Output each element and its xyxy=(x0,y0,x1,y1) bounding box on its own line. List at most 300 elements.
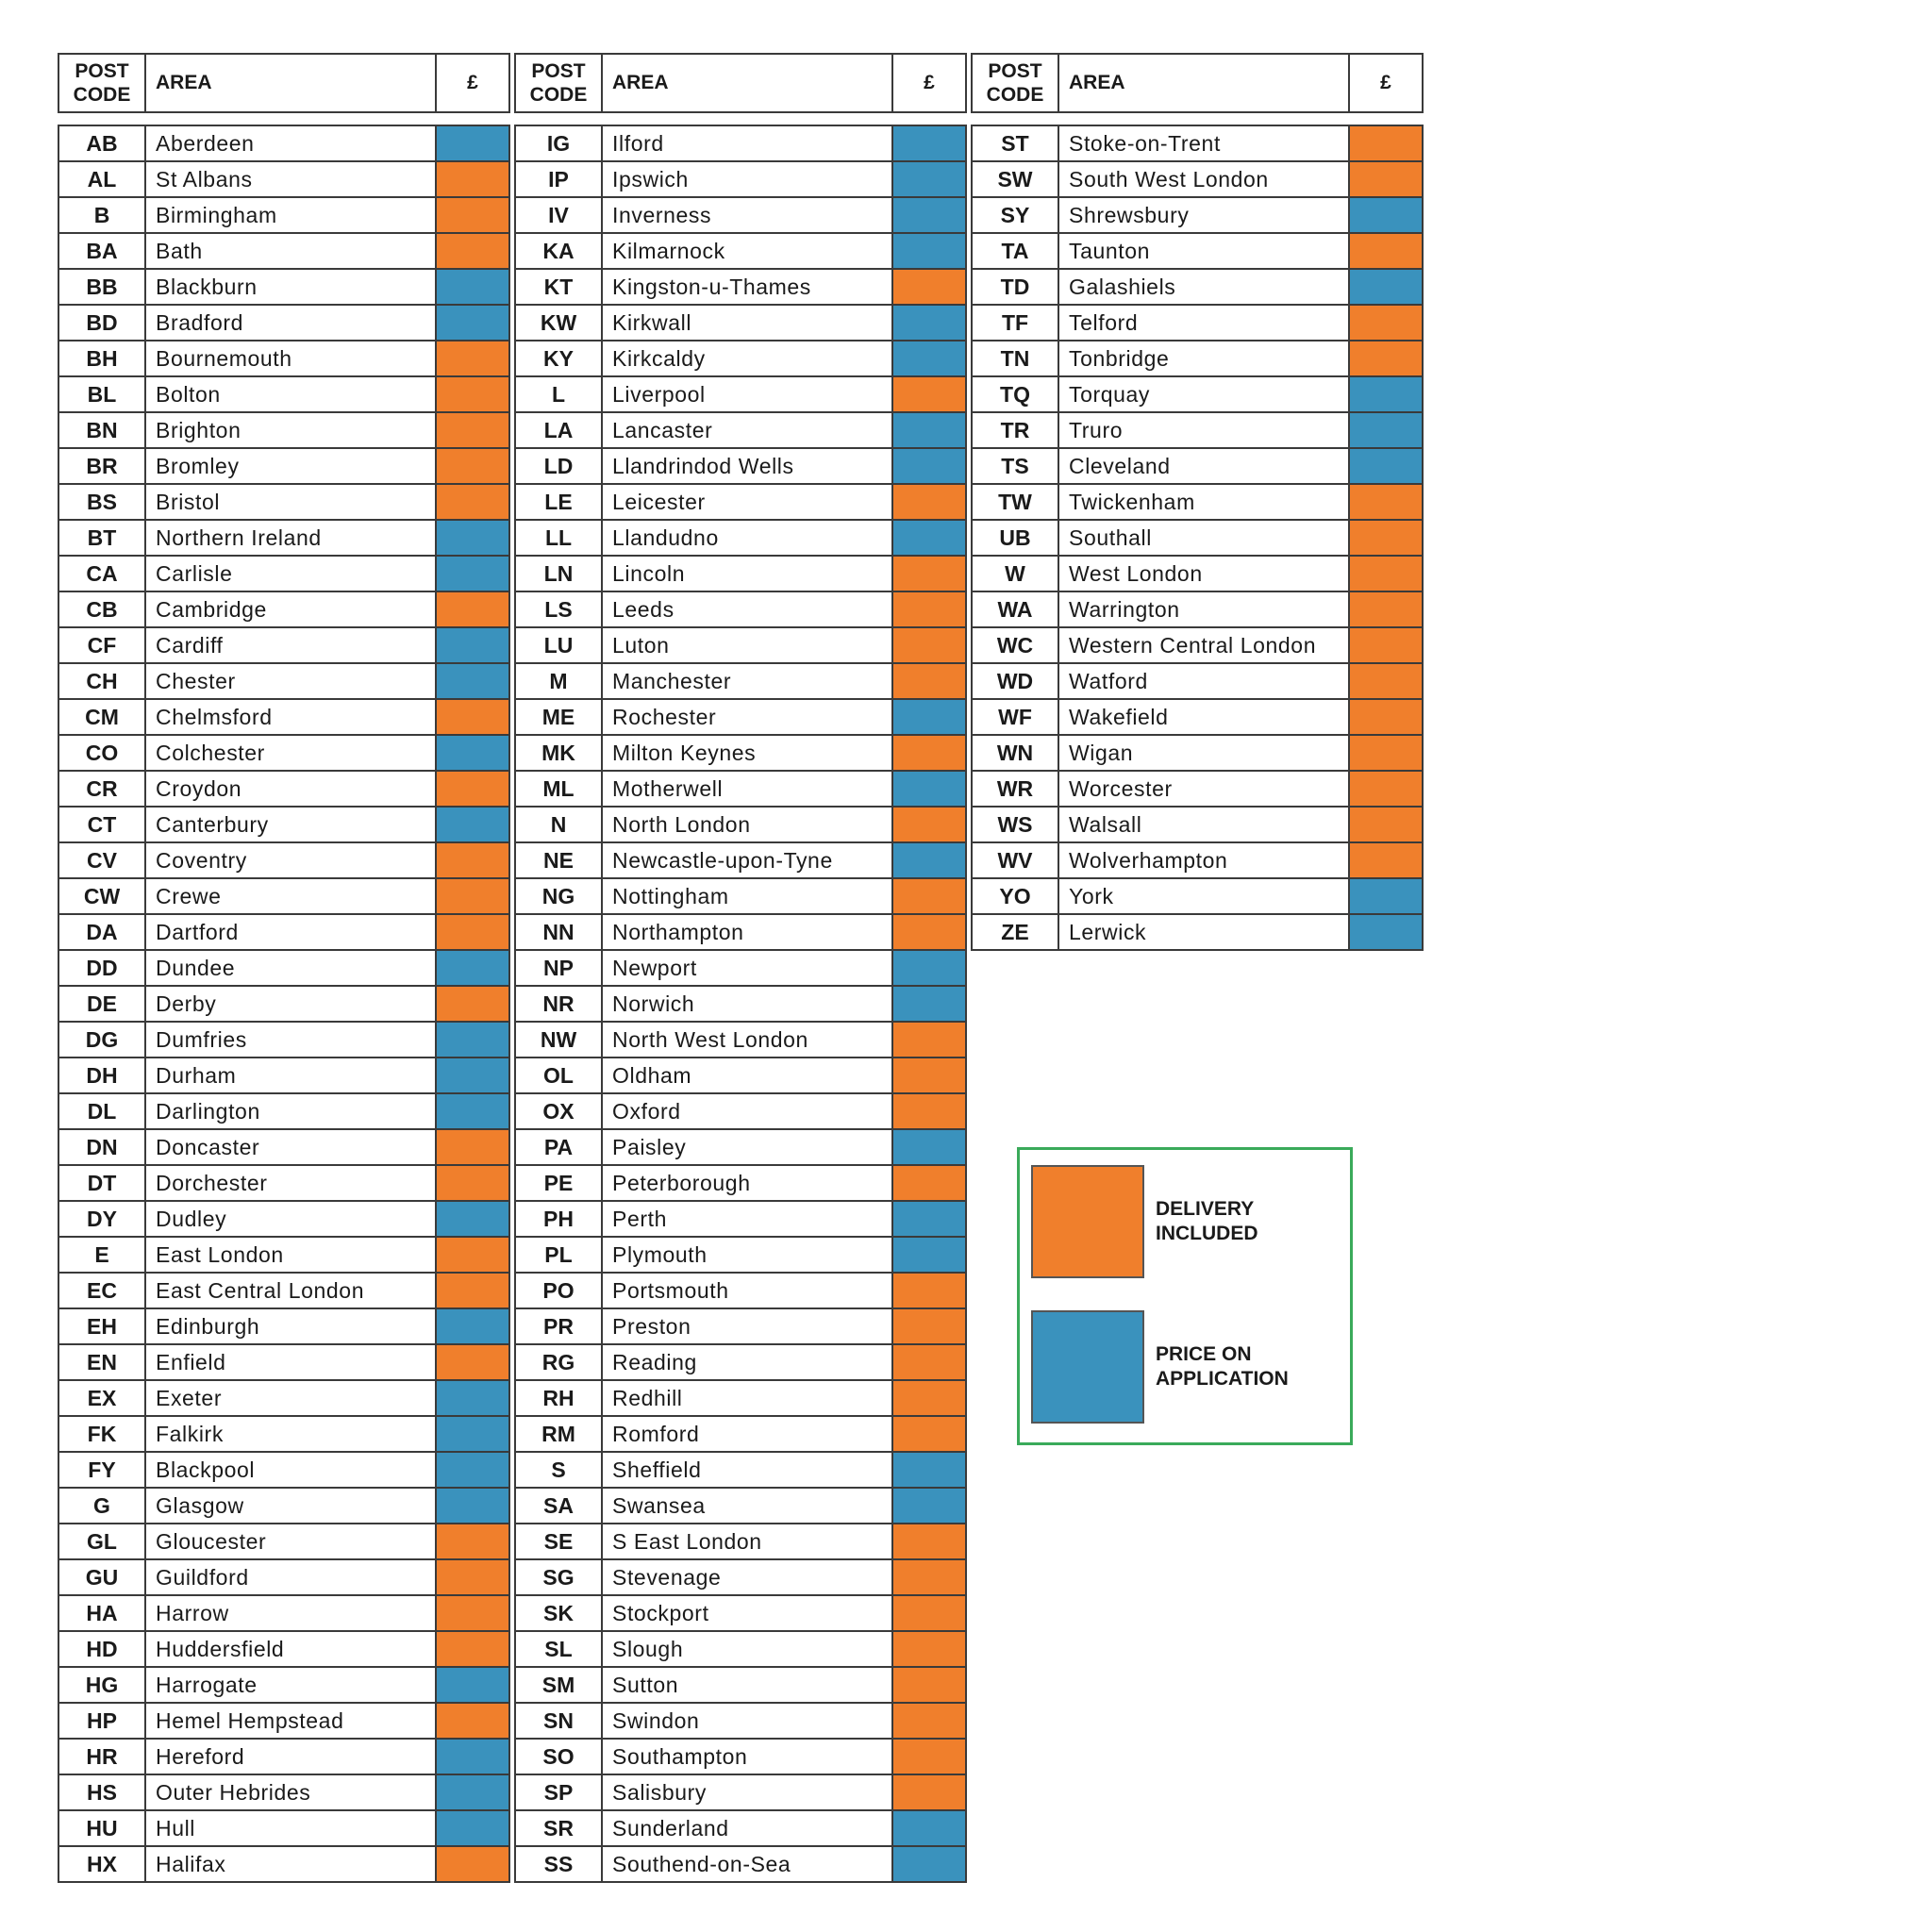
table-row xyxy=(516,1704,965,1740)
area-cell: East Central London xyxy=(146,1274,437,1307)
area-cell: Swindon xyxy=(603,1704,893,1738)
price-status-swatch xyxy=(893,1417,965,1451)
table-row xyxy=(973,879,1422,915)
postcode-cell: CA xyxy=(59,557,146,591)
area-cell: Ilford xyxy=(603,126,893,160)
table-row xyxy=(516,1274,965,1309)
area-cell: Exeter xyxy=(146,1381,437,1415)
area-cell: Warrington xyxy=(1059,592,1350,626)
table-row xyxy=(59,1668,508,1704)
postcode-cell: PO xyxy=(516,1274,603,1307)
price-status-swatch xyxy=(893,485,965,519)
table-row xyxy=(59,1274,508,1309)
table-row xyxy=(59,1058,508,1094)
area-cell: Bristol xyxy=(146,485,437,519)
postcode-cell: PA xyxy=(516,1130,603,1164)
table-row xyxy=(516,1166,965,1202)
table-row xyxy=(973,126,1422,162)
price-status-swatch xyxy=(437,1560,508,1594)
area-cell: Dartford xyxy=(146,915,437,949)
table-row xyxy=(516,1094,965,1130)
price-status-swatch xyxy=(437,270,508,304)
price-status-swatch xyxy=(437,772,508,806)
table-row xyxy=(59,270,508,306)
table-row xyxy=(59,1202,508,1238)
postcode-cell: KY xyxy=(516,341,603,375)
table-row xyxy=(973,198,1422,234)
area-cell: Glasgow xyxy=(146,1489,437,1523)
postcode-cell: WR xyxy=(973,772,1059,806)
price-status-swatch xyxy=(437,1740,508,1774)
table-row xyxy=(516,1130,965,1166)
postcode-cell: RH xyxy=(516,1381,603,1415)
table-row xyxy=(516,341,965,377)
table-header xyxy=(58,53,510,113)
price-status-swatch xyxy=(893,1023,965,1057)
price-status-swatch xyxy=(437,700,508,734)
postcode-cell: LS xyxy=(516,592,603,626)
area-cell: Dundee xyxy=(146,951,437,985)
postcode-cell: HR xyxy=(59,1740,146,1774)
table-row xyxy=(516,413,965,449)
price-status-swatch xyxy=(437,521,508,555)
table-row xyxy=(516,377,965,413)
area-cell: Peterborough xyxy=(603,1166,893,1200)
area-cell: Portsmouth xyxy=(603,1274,893,1307)
table-row xyxy=(516,1560,965,1596)
price-status-swatch xyxy=(437,1381,508,1415)
area-cell: Bradford xyxy=(146,306,437,340)
area-cell: Leeds xyxy=(603,592,893,626)
table-header xyxy=(514,53,967,113)
area-cell: Paisley xyxy=(603,1130,893,1164)
postcode-cell: NP xyxy=(516,951,603,985)
table-row xyxy=(516,1202,965,1238)
postcode-cell: WV xyxy=(973,843,1059,877)
price-status-swatch xyxy=(893,1202,965,1236)
table-header xyxy=(971,53,1424,113)
area-cell: Twickenham xyxy=(1059,485,1350,519)
area-cell: Edinburgh xyxy=(146,1309,437,1343)
area-cell: South West London xyxy=(1059,162,1350,196)
price-status-swatch xyxy=(1350,700,1422,734)
price-status-swatch xyxy=(437,1309,508,1343)
postcode-cell: SG xyxy=(516,1560,603,1594)
price-status-swatch xyxy=(437,1847,508,1881)
table-row xyxy=(59,772,508,808)
price-status-swatch xyxy=(1350,736,1422,770)
postcode-cell: BB xyxy=(59,270,146,304)
area-cell: North London xyxy=(603,808,893,841)
area-cell: Kilmarnock xyxy=(603,234,893,268)
area-cell: Llandudno xyxy=(603,521,893,555)
postcode-cell: WD xyxy=(973,664,1059,698)
price-status-swatch xyxy=(437,377,508,411)
postcode-cell: RG xyxy=(516,1345,603,1379)
price-status-swatch xyxy=(437,1166,508,1200)
table-row xyxy=(516,1775,965,1811)
postcode-cell: LL xyxy=(516,521,603,555)
table-row xyxy=(516,1811,965,1847)
legend-label-delivery-included: DELIVERY INCLUDED xyxy=(1156,1198,1258,1244)
price-status-swatch xyxy=(1350,772,1422,806)
table-row xyxy=(973,306,1422,341)
table-body xyxy=(971,125,1424,951)
postcode-cell: NW xyxy=(516,1023,603,1057)
area-cell: Liverpool xyxy=(603,377,893,411)
postcode-cell: NN xyxy=(516,915,603,949)
area-cell: Galashiels xyxy=(1059,270,1350,304)
table-row xyxy=(516,485,965,521)
price-status-swatch xyxy=(893,162,965,196)
area-cell: Southampton xyxy=(603,1740,893,1774)
table-row xyxy=(59,915,508,951)
price-status-swatch xyxy=(893,377,965,411)
postcode-cell: DT xyxy=(59,1166,146,1200)
table-row xyxy=(516,1345,965,1381)
price-status-swatch xyxy=(437,1274,508,1307)
area-cell: Cardiff xyxy=(146,628,437,662)
area-cell: Birmingham xyxy=(146,198,437,232)
price-status-swatch xyxy=(893,879,965,913)
table-row xyxy=(973,843,1422,879)
table-row xyxy=(59,1632,508,1668)
area-cell: Guildford xyxy=(146,1560,437,1594)
postcode-cell: WC xyxy=(973,628,1059,662)
area-cell: Kirkcaldy xyxy=(603,341,893,375)
price-status-swatch xyxy=(1350,879,1422,913)
table-row xyxy=(516,1381,965,1417)
price-status-swatch xyxy=(437,1345,508,1379)
price-status-swatch xyxy=(893,628,965,662)
postcode-cell: HX xyxy=(59,1847,146,1881)
area-cell: Romford xyxy=(603,1417,893,1451)
area-cell: Chester xyxy=(146,664,437,698)
table-row xyxy=(973,521,1422,557)
area-cell: Nottingham xyxy=(603,879,893,913)
postcode-cell: SS xyxy=(516,1847,603,1881)
price-status-swatch xyxy=(893,700,965,734)
area-cell: Blackpool xyxy=(146,1453,437,1487)
price-status-swatch xyxy=(893,1130,965,1164)
table-row xyxy=(516,449,965,485)
price-status-swatch xyxy=(893,1166,965,1200)
area-cell: Lerwick xyxy=(1059,915,1350,949)
price-status-swatch xyxy=(893,1740,965,1774)
price-status-swatch xyxy=(437,234,508,268)
area-cell: Bath xyxy=(146,234,437,268)
price-status-swatch xyxy=(437,1811,508,1845)
postcode-cell: PE xyxy=(516,1166,603,1200)
postcode-cell: FK xyxy=(59,1417,146,1451)
table-row xyxy=(516,1489,965,1524)
postcode-cell: SW xyxy=(973,162,1059,196)
area-cell: Hull xyxy=(146,1811,437,1845)
postcode-cell: DN xyxy=(59,1130,146,1164)
postcode-cell: HD xyxy=(59,1632,146,1666)
postcode-cell: SY xyxy=(973,198,1059,232)
area-cell: St Albans xyxy=(146,162,437,196)
postcode-cell: PH xyxy=(516,1202,603,1236)
postcode-cell: BT xyxy=(59,521,146,555)
price-status-swatch xyxy=(1350,270,1422,304)
price-status-swatch xyxy=(1350,557,1422,591)
area-cell: Salisbury xyxy=(603,1775,893,1809)
table-body xyxy=(514,125,967,1883)
area-cell: Oxford xyxy=(603,1094,893,1128)
price-status-swatch xyxy=(437,557,508,591)
area-cell: Harrogate xyxy=(146,1668,437,1702)
header-price: £ xyxy=(467,72,478,93)
postcode-cell: S xyxy=(516,1453,603,1487)
price-status-swatch xyxy=(893,341,965,375)
table-row xyxy=(516,1417,965,1453)
price-status-swatch xyxy=(437,162,508,196)
postcode-cell: CV xyxy=(59,843,146,877)
table-row xyxy=(59,485,508,521)
area-cell: Aberdeen xyxy=(146,126,437,160)
postcode-cell: BD xyxy=(59,306,146,340)
price-status-swatch xyxy=(1350,521,1422,555)
postcode-cell: KT xyxy=(516,270,603,304)
table-row xyxy=(59,1811,508,1847)
area-cell: Truro xyxy=(1059,413,1350,447)
area-cell: Llandrindod Wells xyxy=(603,449,893,483)
area-cell: Colchester xyxy=(146,736,437,770)
price-status-swatch xyxy=(893,1274,965,1307)
table-row xyxy=(59,1166,508,1202)
legend-swatch-blue xyxy=(1031,1310,1144,1424)
header-postcode: POST CODE xyxy=(59,55,146,111)
price-status-swatch xyxy=(437,1023,508,1057)
price-status-swatch xyxy=(437,736,508,770)
postcode-cell: HG xyxy=(59,1668,146,1702)
legend xyxy=(1017,1147,1353,1445)
table-row xyxy=(59,1704,508,1740)
table-row xyxy=(516,987,965,1023)
header-area: AREA xyxy=(603,55,893,111)
area-cell: Watford xyxy=(1059,664,1350,698)
area-cell: Preston xyxy=(603,1309,893,1343)
table-row xyxy=(59,879,508,915)
table-row xyxy=(516,162,965,198)
postcode-cell: CW xyxy=(59,879,146,913)
postcode-cell: SR xyxy=(516,1811,603,1845)
price-status-swatch xyxy=(893,1704,965,1738)
price-status-swatch xyxy=(1350,234,1422,268)
postcode-cell: WN xyxy=(973,736,1059,770)
price-status-swatch xyxy=(893,987,965,1021)
price-status-swatch xyxy=(437,915,508,949)
price-status-swatch xyxy=(1350,664,1422,698)
table-row xyxy=(59,700,508,736)
postcode-cell: HS xyxy=(59,1775,146,1809)
postcode-cell: SL xyxy=(516,1632,603,1666)
table-row xyxy=(59,1524,508,1560)
postcode-cell: OL xyxy=(516,1058,603,1092)
price-status-swatch xyxy=(893,951,965,985)
price-status-swatch xyxy=(437,808,508,841)
postcode-cell: BL xyxy=(59,377,146,411)
postcode-cell: ZE xyxy=(973,915,1059,949)
price-status-swatch xyxy=(437,449,508,483)
price-status-swatch xyxy=(437,1058,508,1092)
area-cell: Leicester xyxy=(603,485,893,519)
area-cell: Wolverhampton xyxy=(1059,843,1350,877)
area-cell: Western Central London xyxy=(1059,628,1350,662)
postcode-cell: TW xyxy=(973,485,1059,519)
area-cell: Stockport xyxy=(603,1596,893,1630)
postcode-cell: SA xyxy=(516,1489,603,1523)
table-row xyxy=(59,1130,508,1166)
postcode-cell: M xyxy=(516,664,603,698)
postcode-cell: EH xyxy=(59,1309,146,1343)
area-cell: Worcester xyxy=(1059,772,1350,806)
postcode-cell: FY xyxy=(59,1453,146,1487)
price-status-swatch xyxy=(437,879,508,913)
price-status-swatch xyxy=(1350,162,1422,196)
postcode-cell: YO xyxy=(973,879,1059,913)
postcode-cell: ML xyxy=(516,772,603,806)
postcode-cell: G xyxy=(59,1489,146,1523)
table-row xyxy=(973,808,1422,843)
price-status-swatch xyxy=(893,1238,965,1272)
area-cell: Milton Keynes xyxy=(603,736,893,770)
postcode-cell: DY xyxy=(59,1202,146,1236)
table-row xyxy=(516,772,965,808)
table-row xyxy=(59,808,508,843)
table-row xyxy=(59,126,508,162)
area-cell: Stoke-on-Trent xyxy=(1059,126,1350,160)
area-cell: Dorchester xyxy=(146,1166,437,1200)
table-row xyxy=(59,1238,508,1274)
postcode-cell: WS xyxy=(973,808,1059,841)
table-row xyxy=(973,915,1422,949)
price-status-swatch xyxy=(893,1309,965,1343)
area-cell: Brighton xyxy=(146,413,437,447)
table-row xyxy=(973,628,1422,664)
price-status-swatch xyxy=(893,1058,965,1092)
postcode-cell: LA xyxy=(516,413,603,447)
postcode-cell: SM xyxy=(516,1668,603,1702)
price-status-swatch xyxy=(1350,306,1422,340)
table-row xyxy=(973,485,1422,521)
price-status-swatch xyxy=(1350,485,1422,519)
area-cell: Cleveland xyxy=(1059,449,1350,483)
price-status-swatch xyxy=(893,521,965,555)
table-row xyxy=(59,413,508,449)
postcode-cell: CM xyxy=(59,700,146,734)
table-row xyxy=(59,234,508,270)
table-row xyxy=(59,1417,508,1453)
postcode-cell: OX xyxy=(516,1094,603,1128)
postcode-cell: SO xyxy=(516,1740,603,1774)
table-row xyxy=(973,449,1422,485)
postcode-cell: SP xyxy=(516,1775,603,1809)
legend-item-delivery-included xyxy=(1031,1165,1297,1278)
table-row xyxy=(516,808,965,843)
postcode-cell: EN xyxy=(59,1345,146,1379)
area-cell: Hemel Hempstead xyxy=(146,1704,437,1738)
price-status-swatch xyxy=(893,413,965,447)
price-status-swatch xyxy=(893,557,965,591)
area-cell: Bournemouth xyxy=(146,341,437,375)
area-cell: Slough xyxy=(603,1632,893,1666)
table-row xyxy=(59,198,508,234)
price-status-swatch xyxy=(437,592,508,626)
area-cell: S East London xyxy=(603,1524,893,1558)
area-cell: Doncaster xyxy=(146,1130,437,1164)
table-row xyxy=(973,664,1422,700)
price-status-swatch xyxy=(437,987,508,1021)
price-status-swatch xyxy=(893,664,965,698)
postcode-cell: BR xyxy=(59,449,146,483)
postcode-cell: MK xyxy=(516,736,603,770)
postcode-cell: IG xyxy=(516,126,603,160)
table-row xyxy=(59,306,508,341)
postcode-table-1 xyxy=(58,53,510,1883)
postcode-cell: W xyxy=(973,557,1059,591)
price-status-swatch xyxy=(437,1668,508,1702)
header-area: AREA xyxy=(1059,55,1350,111)
table-row xyxy=(59,1381,508,1417)
price-status-swatch xyxy=(437,1596,508,1630)
price-status-swatch xyxy=(893,1381,965,1415)
table-row xyxy=(59,1560,508,1596)
area-cell: Enfield xyxy=(146,1345,437,1379)
area-cell: Carlisle xyxy=(146,557,437,591)
table-row xyxy=(516,1847,965,1881)
area-cell: Southend-on-Sea xyxy=(603,1847,893,1881)
postcode-cell: IV xyxy=(516,198,603,232)
table-row xyxy=(516,521,965,557)
postcode-cell: SE xyxy=(516,1524,603,1558)
postcode-table-2 xyxy=(514,53,967,1883)
area-cell: Ipswich xyxy=(603,162,893,196)
area-cell: Kingston-u-Thames xyxy=(603,270,893,304)
area-cell: Outer Hebrides xyxy=(146,1775,437,1809)
price-status-swatch xyxy=(893,1489,965,1523)
price-status-swatch xyxy=(893,1094,965,1128)
legend-item-price-on-application xyxy=(1031,1310,1297,1424)
table-row xyxy=(59,664,508,700)
price-status-swatch xyxy=(893,915,965,949)
area-cell: Oldham xyxy=(603,1058,893,1092)
postcode-cell: PL xyxy=(516,1238,603,1272)
table-row xyxy=(516,198,965,234)
table-row xyxy=(59,377,508,413)
table-row xyxy=(516,1309,965,1345)
table-row xyxy=(59,1023,508,1058)
price-status-swatch xyxy=(437,485,508,519)
area-cell: Southall xyxy=(1059,521,1350,555)
price-status-swatch xyxy=(1350,628,1422,662)
price-status-swatch xyxy=(1350,413,1422,447)
table-row xyxy=(516,915,965,951)
postcode-cell: TF xyxy=(973,306,1059,340)
area-cell: Reading xyxy=(603,1345,893,1379)
table-row xyxy=(516,234,965,270)
area-cell: Crewe xyxy=(146,879,437,913)
price-status-swatch xyxy=(893,1453,965,1487)
price-status-swatch xyxy=(437,628,508,662)
header-price: £ xyxy=(1380,72,1391,93)
area-cell: Croydon xyxy=(146,772,437,806)
area-cell: North West London xyxy=(603,1023,893,1057)
price-status-swatch xyxy=(893,1811,965,1845)
table-row xyxy=(973,592,1422,628)
price-status-swatch xyxy=(893,1775,965,1809)
